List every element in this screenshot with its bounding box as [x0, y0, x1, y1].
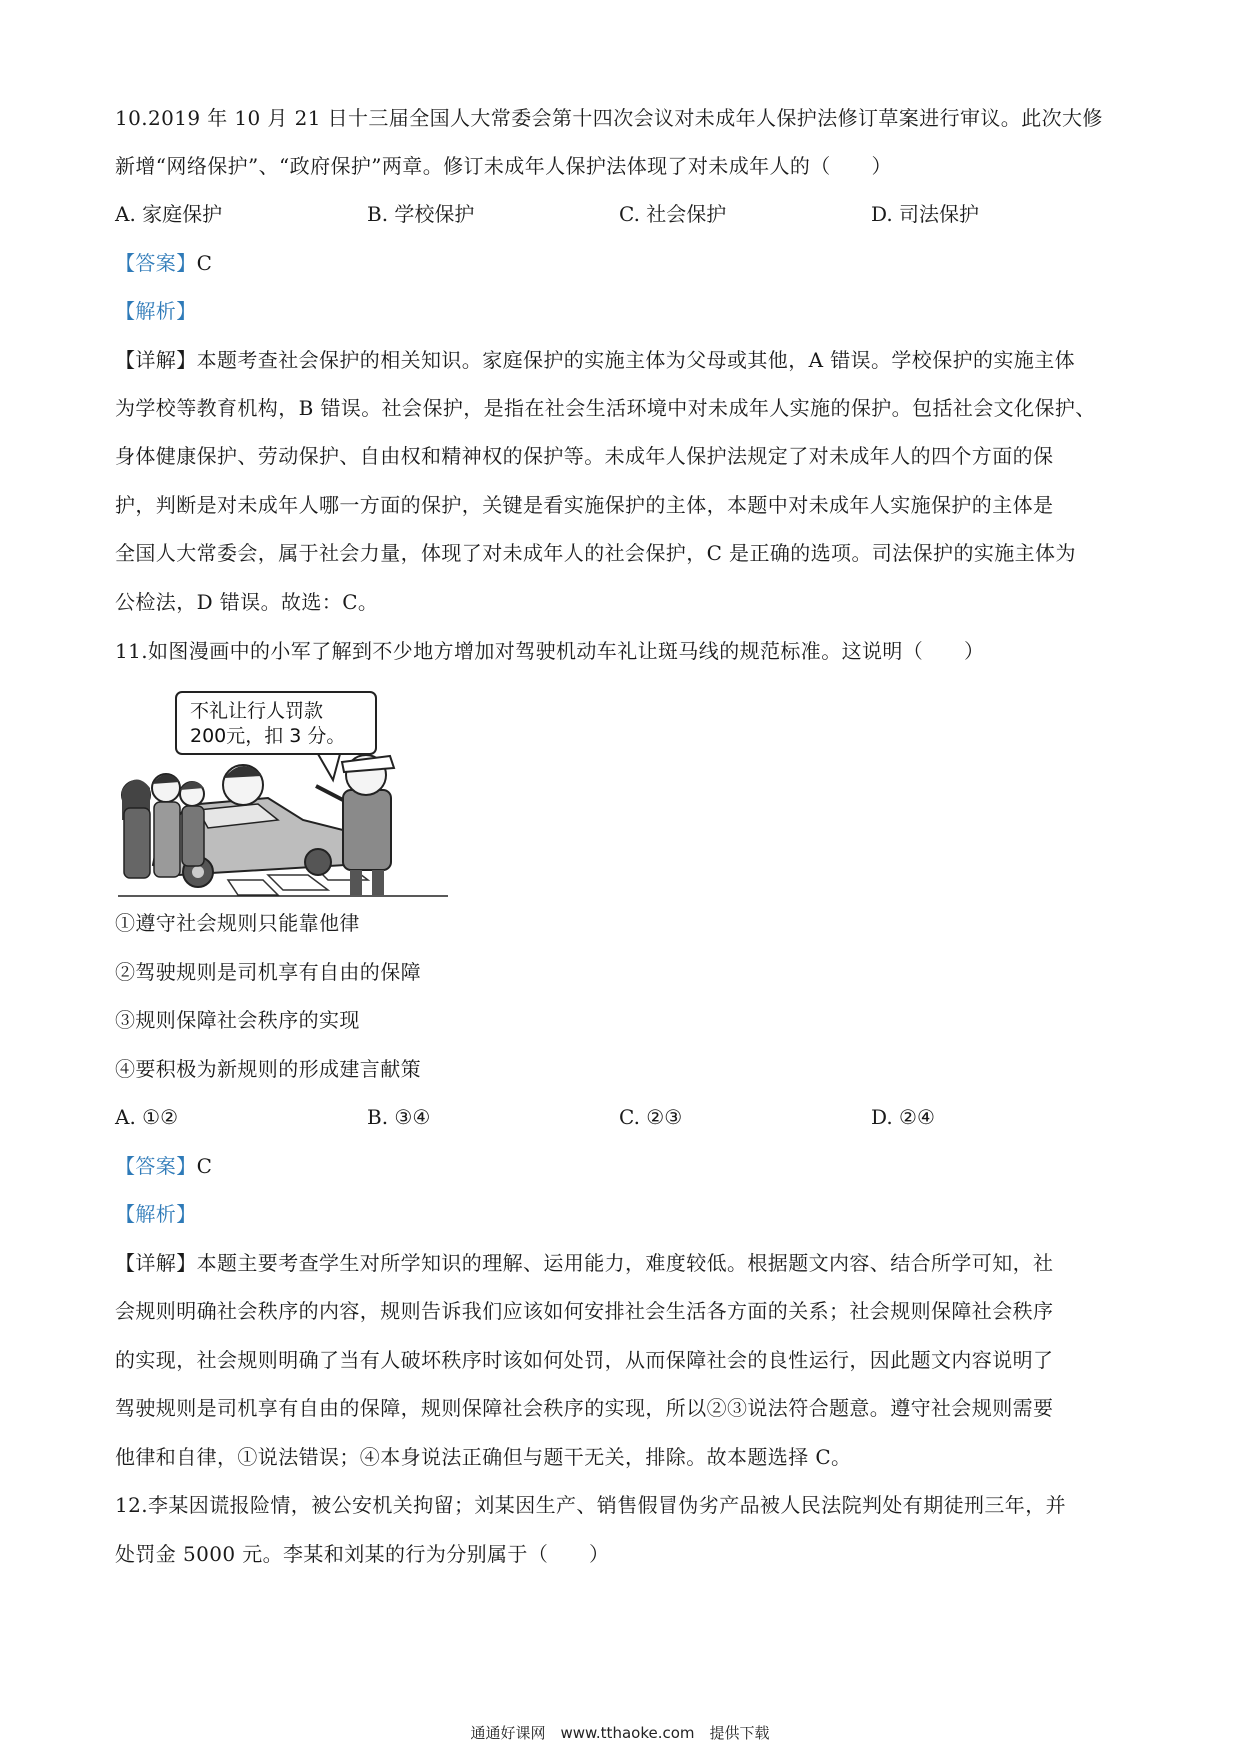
q12-stem-line2: 处罚金 5000 元。李某和刘某的行为分别属于（ ）: [115, 1542, 610, 1566]
q10-answer-value: C: [196, 251, 213, 275]
q10-detail-line4: 护，判断是对未成年人哪一方面的保护，关键是看实施保护的主体，本题中对未成年人实施保护的主体是: [115, 493, 1054, 517]
q11-analysis-label-text: 【解析】: [115, 1202, 197, 1226]
q11-option-a: A. ①②: [115, 1105, 179, 1129]
q11-analysis-label: [115, 1199, 1125, 1229]
q11-detail-line4: 驾驶规则是司机享有自由的保障，规则保障社会秩序的实现，所以②③说法符合题意。遵守社会规则需要: [115, 1396, 1054, 1420]
q11-option-d: D. ②④: [871, 1105, 935, 1129]
traffic-cartoon-image: [118, 690, 448, 900]
q11-statement-1: ①遵守社会规则只能靠他律: [115, 911, 360, 935]
q10-detail-text-1: 本题考查社会保护的相关知识。家庭保护的实施主体为父母或其他，A 错误。学校保护的实施主体: [196, 348, 1076, 372]
cartoon-speech-line1: 不礼让行人罚款: [190, 700, 324, 722]
q10-detail-line5: 全国人大常委会，属于社会力量，体现了对未成年人的社会保护，C 是正确的选项。司法保护的实施主体为: [115, 541, 1076, 565]
q11-detail-line3: 的实现，社会规则明确了当有人破坏秩序时该如何处罚，从而保障社会的良性运行，因此题文内容说明了: [115, 1348, 1054, 1372]
q10-option-a: A. 家庭保护: [115, 202, 223, 226]
q11-stem: 11.如图漫画中的小军了解到不少地方增加对驾驶机动车礼让斑马线的规范标准。这说明（ ）: [115, 639, 985, 663]
q11-option-b: B. ③④: [367, 1105, 431, 1129]
q11-statement-2: ②驾驶规则是司机享有自由的保障: [115, 960, 421, 984]
q12-stem-line1: 12.李某因谎报险情，被公安机关拘留；刘某因生产、销售假冒伪劣产品被人民法院判处有期徒刑三年，并: [115, 1493, 1067, 1517]
q11-detail-line2: 会规则明确社会秩序的内容，规则告诉我们应该如何安排社会生活各方面的关系；社会规则保障社会秩序: [115, 1299, 1054, 1323]
q10-option-b: B. 学校保护: [367, 202, 475, 226]
q10-answer: [115, 248, 1125, 278]
q10-detail-label: 【详解】: [115, 348, 197, 372]
q10-detail-line6: 公检法，D 错误。故选：C。: [115, 590, 379, 614]
q10-detail-line3: 身体健康保护、劳动保护、自由权和精神权的保护等。未成年人保护法规定了对未成年人的四个方面的保: [115, 444, 1054, 468]
q11-answer: [115, 1151, 1125, 1181]
q11-detail-label: 【详解】: [115, 1251, 197, 1275]
q10-option-d: D. 司法保护: [871, 202, 980, 226]
q10-detail-line2: 为学校等教育机构，B 错误。社会保护，是指在社会生活环境中对未成年人实施的保护。包括社会文化保护、: [115, 396, 1096, 420]
q11-detail-text-1: 本题主要考查学生对所学知识的理解、运用能力，难度较低。根据题文内容、结合所学可知，社: [196, 1251, 1054, 1275]
q10-answer-label: 【答案】: [115, 251, 197, 275]
q10-stem-line2: 新增“网络保护”、“政府保护”两章。修订未成年人保护法体现了对未成年人的（ ）: [115, 154, 892, 178]
q10-analysis-label-text: 【解析】: [115, 299, 197, 323]
q10-options: [115, 199, 1125, 229]
page-footer: 通通好课网 www.tthaoke.com 提供下载: [470, 1724, 770, 1742]
q10-stem-line1: 10.2019 年 10 月 21 日十三届全国人大常委会第十四次会议对未成年人保护法修订草案进行审议。此次大修: [115, 106, 1103, 130]
q11-detail-line5: 他律和自律，①说法错误；④本身说法正确但与题干无关，排除。故本题选择 C。: [115, 1445, 852, 1469]
q11-detail-line1: [115, 1248, 1125, 1278]
q11-answer-label: 【答案】: [115, 1154, 197, 1178]
q10-analysis-label: [115, 296, 1125, 326]
q10-detail-line1: [115, 345, 1125, 375]
q11-options: [115, 1102, 1125, 1132]
q11-statement-3: ③规则保障社会秩序的实现: [115, 1008, 360, 1032]
q11-statement-4: ④要积极为新规则的形成建言献策: [115, 1057, 421, 1081]
q11-answer-value: C: [196, 1154, 213, 1178]
q10-option-c: C. 社会保护: [619, 202, 727, 226]
cartoon-speech-line2: 200元，扣 3 分。: [190, 725, 346, 747]
q11-option-c: C. ②③: [619, 1105, 683, 1129]
